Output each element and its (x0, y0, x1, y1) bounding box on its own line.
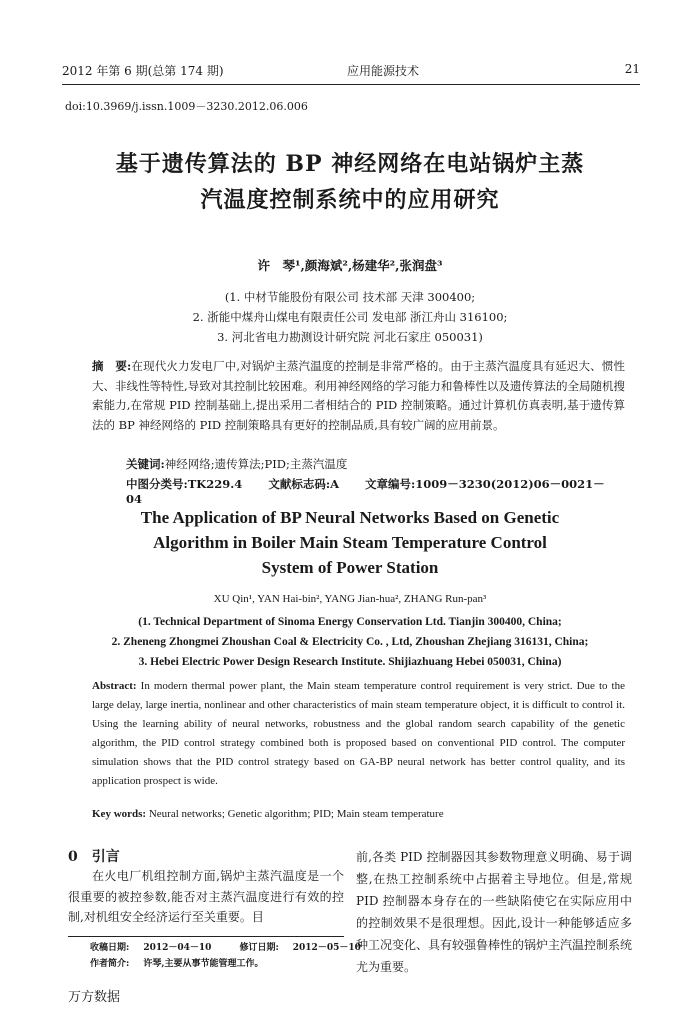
received-value: 2012－04－10 (143, 943, 212, 953)
revised-label: 修订日期: (239, 943, 279, 953)
doi[interactable]: doi:10.3969/j.issn.1009－3230.2012.06.006 (65, 100, 308, 113)
article-no-label: 文章编号: (365, 477, 416, 491)
affiliation-cn-2: 2. 浙能中煤舟山煤电有限责任公司 发电部 浙江舟山 316100; (192, 310, 508, 324)
abstract-en-label: Abstract: (92, 680, 137, 692)
keywords-en-label: Key words: (92, 808, 147, 820)
author-bio-label: 作者简介: (90, 959, 130, 969)
doc-code-field (268, 477, 339, 491)
classification-cn (126, 476, 626, 506)
affiliation-en-1: (1. Technical Department of Sinoma Energy Conservation Ltd. Tianjin 300400, China; (138, 616, 562, 628)
doc-code-value: A (330, 477, 340, 491)
section-heading (68, 846, 120, 866)
abstract-cn-label: 摘 要: (92, 359, 132, 373)
keywords-en-text: Neural networks; Genetic algorithm; PID; Main steam temperature (148, 808, 444, 820)
revised-date (239, 943, 374, 953)
abstract-en-text: In modern thermal power plant, the Main steam temperature control requirement is very strict. Due to the large delay, large inertia, nonlinear and other characteristics of main steam temperature object, it is difficult to control it. Using the learning ability of neural networks, robustness and the global random search capability of the genetic algorithm, the PID control strategy combined both is proposed based on conventional PID control. The computer simulation shows that the PID control strategy based on GA-BP neural network has better control quality, and its application prospect is wide. (92, 680, 625, 787)
body-column-right (356, 846, 632, 978)
title-en-line-1: The Application of BP Neural Networks Based on Genetic (140, 508, 560, 527)
section-number: 0 (68, 849, 78, 865)
section-title: 引言 (91, 849, 120, 865)
abstract-cn (92, 357, 625, 435)
journal-name: 应用能源技术 (347, 64, 420, 78)
footnote-author (90, 956, 389, 972)
body-paragraph-right: 前,各类 PID 控制器因其参数物理意义明确、易于调整,在热工控制系统中占据着主导地位。但是,常规 PID 控制器本身存在的一些缺陷使它在实际应用中的控制效果不是很理想。因此,设计一种能够适应多种工况变化、具有较强鲁棒性的锅炉主汽温控制系统尤为重要。 (356, 850, 633, 974)
received-label: 收稿日期: (90, 943, 130, 953)
authors-cn: 许 琴¹,颜海斌²,杨建华²,张润盘³ (257, 258, 443, 273)
running-header (62, 62, 640, 82)
affiliation-cn-3: 3. 河北省电力勘测设计研究院 河北石家庄 050031) (217, 330, 483, 344)
keywords-cn-text: 神经网络;遗传算法;PID;主蒸汽温度 (164, 457, 348, 471)
affiliations-en (40, 612, 660, 672)
clc-label: 中图分类号: (126, 477, 188, 491)
keywords-cn (126, 456, 347, 472)
keywords-en (92, 808, 444, 820)
authors-en: XU Qin¹, YAN Hai-bin², YANG Jian-hua², ZHANG Run-pan³ (213, 593, 487, 605)
revised-value: 2012－05－10 (292, 943, 361, 953)
issue-label: 2012 年第 6 期(总第 174 期) (62, 64, 224, 78)
affiliations-cn (0, 287, 700, 347)
author-bio-value: 许琴,主要从事节能管理工作。 (143, 959, 264, 969)
header-rule (62, 84, 640, 85)
article-no-value: 1009－3230(2012)06－0021－04 (126, 477, 605, 506)
page-number: 21 (624, 62, 640, 76)
doc-code-label: 文献标志码: (268, 477, 331, 491)
footnote-rule (68, 936, 344, 937)
abstract-en (92, 677, 625, 791)
affiliation-cn-1: (1. 中材节能股份有限公司 技术部 天津 300400; (224, 290, 476, 304)
title-cn (60, 146, 640, 218)
title-en-line-3: System of Power Station (261, 558, 439, 577)
affiliation-en-3: 3. Hebei Electric Power Design Research Institute. Shijiazhuang Hebei 050031, China) (138, 656, 562, 668)
clc-value: TK229.4 (187, 477, 243, 491)
title-cn-line-2: 汽温度控制系统中的应用研究 (200, 187, 500, 213)
title-en (60, 505, 640, 580)
affiliation-en-2: 2. Zheneng Zhongmei Zhoushan Coal & Electricity Co. , Ltd, Zhoushan Zhejiang 316131, China; (111, 636, 589, 648)
keywords-cn-label: 关键词: (126, 457, 165, 471)
clc-field (126, 477, 242, 491)
footnote-dates (90, 940, 389, 956)
body-paragraph-left: 在火电厂机组控制方面,锅炉主蒸汽温度是一个很重要的被控参数,能否对主蒸汽温度进行有效的控制,对机组安全经济运行至关重要。目 (68, 869, 344, 924)
title-cn-line-1: 基于遗传算法的 BP 神经网络在电站锅炉主蒸 (115, 151, 585, 177)
footnote (90, 940, 389, 972)
body-column-left (68, 866, 344, 928)
title-en-line-2: Algorithm in Boiler Main Steam Temperature Control (153, 533, 547, 552)
watermark-footer: 万方数据 (68, 990, 121, 1005)
abstract-cn-text: 在现代火力发电厂中,对锅炉主蒸汽温度的控制是非常严格的。由于主蒸汽温度具有延迟大、惯性大、非线性等特性,导致对其控制比较困难。利用神经网络的学习能力和鲁棒性以及遗传算法的全局随机搜索能力,在常规 PID 控制基础上,提出采用二者相结合的 PID 控制策略。通过计算机仿真表明,基于遗传算法的 BP 神经网络的 PID 控制策略具有更好的控制品质,具有较广阔的应用前景。 (92, 359, 625, 432)
received-date (90, 943, 225, 953)
